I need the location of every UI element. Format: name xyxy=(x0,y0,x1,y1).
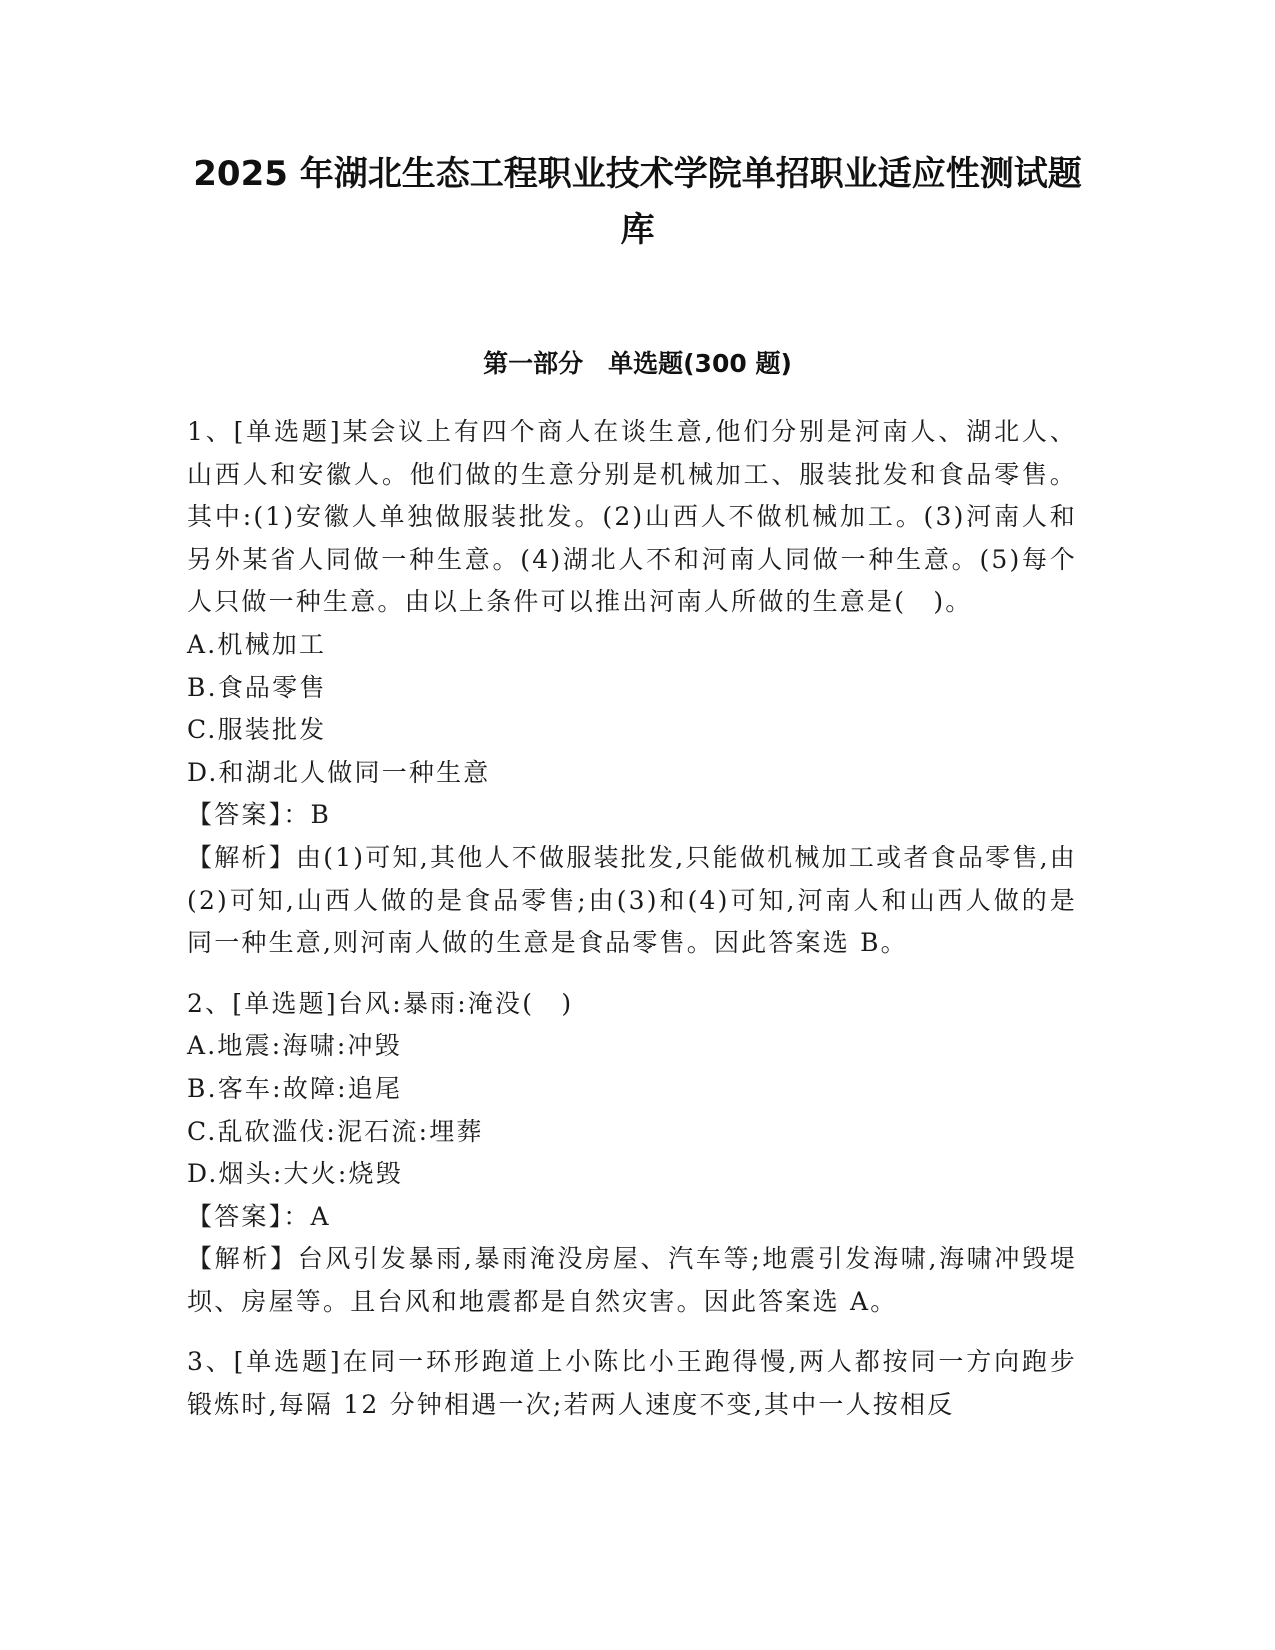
option-d: D.和湖北人做同一种生意 xyxy=(187,757,491,787)
answer-label: 【答案】 xyxy=(187,800,284,830)
question-item xyxy=(187,983,1077,1324)
option-c: C.乱砍滥伐:泥石流:埋葬 xyxy=(187,1116,484,1146)
question-stem: 3、[单选题]在同一环形跑道上小陈比小王跑得慢,两人都按同一方向跑步锻炼时,每隔 12 分钟相遇一次;若两人速度不变,其中一人按相反 xyxy=(187,1347,1077,1420)
analysis-text: 台风引发暴雨,暴雨淹没房屋、汽车等;地震引发海啸,海啸冲毁堤坝、房屋等。且台风和地震都是自然灾害。因此答案选 A。 xyxy=(187,1244,1077,1316)
option-b: B.客车:故障:追尾 xyxy=(187,1073,403,1103)
section-heading: 第一部分 单选题(300 题) xyxy=(483,349,792,378)
option-b: B.食品零售 xyxy=(187,672,327,702)
answer-line xyxy=(187,794,1077,837)
option-a: A.地震:海啸:冲毁 xyxy=(187,1031,402,1061)
analysis-label: 【解析】 xyxy=(187,1244,298,1274)
document-title: 2025 年湖北生态工程职业技术学院单招职业适应性测试题库 xyxy=(193,154,1082,250)
analysis-paragraph xyxy=(187,1238,1077,1323)
answer-label: 【答案】 xyxy=(187,1201,284,1231)
question-stem: 2、[单选题]台风:暴雨:淹没( ) xyxy=(187,988,574,1018)
option-c: C.服装批发 xyxy=(187,715,327,745)
question-item xyxy=(187,1341,1077,1426)
answer-value: ：A xyxy=(283,1201,331,1231)
question-item xyxy=(187,411,1077,965)
question-stem: 1、[单选题]某会议上有四个商人在谈生意,他们分别是河南人、湖北人、山西人和安徽人。他们做的生意分别是机械加工、服装批发和食品零售。其中:(1)安徽人单独做服装批发。(2)山西人不做机械加工。(3)河南人和另外某省人同做一种生意。(4)湖北人不和河南人同做一种生意。(5)每个人只做一种生意。由以上条件可以推出河南人所做的生意是( )。 xyxy=(187,417,1077,617)
answer-line xyxy=(187,1196,1077,1239)
option-d: D.烟头:大火:烧毁 xyxy=(187,1159,403,1189)
answer-value: ：B xyxy=(283,800,332,830)
option-a: A.机械加工 xyxy=(187,629,327,659)
question-list xyxy=(187,411,1077,1445)
analysis-paragraph xyxy=(187,837,1077,965)
analysis-text: 由(1)可知,其他人不做服装批发,只能做机械加工或者食品零售,由(2)可知,山西人做的是食品零售;由(3)和(4)可知,河南人和山西人做的是同一种生意,则河南人做的生意是食品零售。因此答案选 B。 xyxy=(187,842,1078,958)
analysis-label: 【解析】 xyxy=(187,842,296,872)
